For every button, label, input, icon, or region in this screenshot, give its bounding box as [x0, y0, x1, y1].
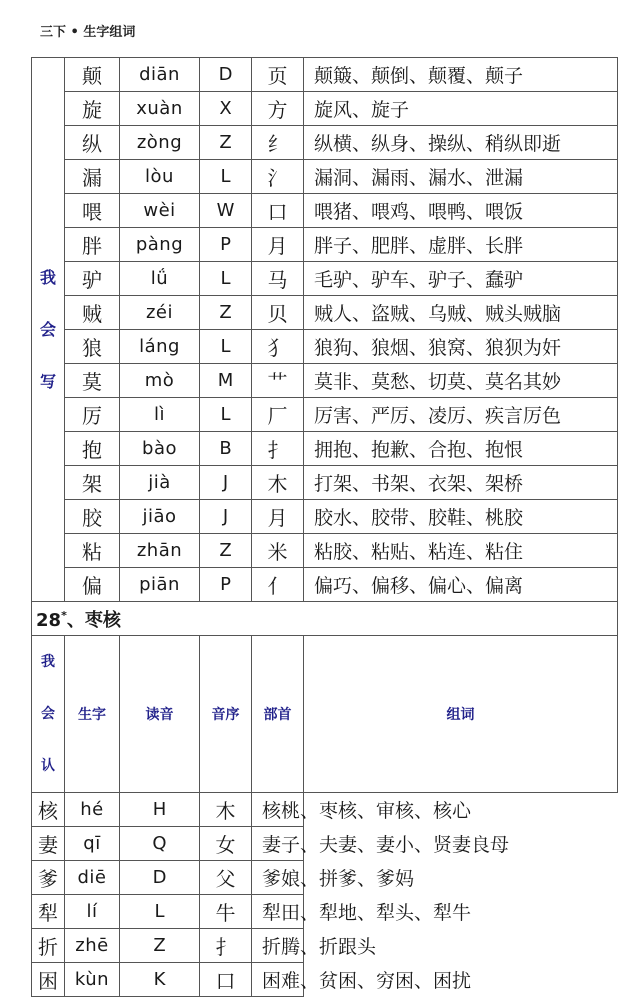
cell-letter: Q	[120, 827, 200, 861]
cell-radical: 扌	[252, 432, 304, 466]
cell-char: 莫	[65, 364, 120, 398]
cell-words: 困难、贫困、穷困、困扰	[252, 963, 304, 997]
cell-words: 贼人、盗贼、乌贼、贼头贼脑	[304, 296, 618, 330]
cell-pinyin: zòng	[120, 126, 200, 160]
cell-pinyin: lǘ	[120, 262, 200, 296]
cell-words: 毛驴、驴车、驴子、蠢驴	[304, 262, 618, 296]
cell-radical: 木	[252, 466, 304, 500]
cell-pinyin: mò	[120, 364, 200, 398]
cell-radical: 口	[200, 963, 252, 997]
cell-words: 爹娘、拼爹、爹妈	[252, 861, 304, 895]
cell-char: 犁	[32, 895, 65, 929]
cell-words: 颠簸、颠倒、颠覆、颠子	[304, 58, 618, 92]
cell-char: 胖	[65, 228, 120, 262]
cell-words: 胶水、胶带、胶鞋、桃胶	[304, 500, 618, 534]
cell-pinyin: zéi	[120, 296, 200, 330]
cell-radical: 贝	[252, 296, 304, 330]
cell-pinyin: pàng	[120, 228, 200, 262]
cell-radical: 月	[252, 500, 304, 534]
cell-pinyin: láng	[120, 330, 200, 364]
cell-char: 厉	[65, 398, 120, 432]
cell-words: 犁田、犁地、犁头、犁牛	[252, 895, 304, 929]
cell-letter: L	[200, 262, 252, 296]
cell-char: 胶	[65, 500, 120, 534]
cell-char: 困	[32, 963, 65, 997]
cell-radical: 父	[200, 861, 252, 895]
side-label-recognize: 我 会 认	[32, 636, 65, 793]
cell-letter: Z	[200, 296, 252, 330]
cell-char: 妻	[32, 827, 65, 861]
cell-char: 粘	[65, 534, 120, 568]
table-row	[32, 827, 618, 861]
cell-words: 喂猪、喂鸡、喂鸭、喂饭	[304, 194, 618, 228]
cell-letter: M	[200, 364, 252, 398]
cell-words: 打架、书架、衣架、架桥	[304, 466, 618, 500]
cell-radical: 月	[252, 228, 304, 262]
cell-pinyin: diē	[65, 861, 120, 895]
table-row	[32, 194, 618, 228]
cell-words: 偏巧、偏移、偏心、偏离	[304, 568, 618, 602]
cell-letter: D	[120, 861, 200, 895]
cell-letter: W	[200, 194, 252, 228]
cell-words: 漏洞、漏雨、漏水、泄漏	[304, 160, 618, 194]
table-row	[32, 466, 618, 500]
cell-pinyin: diān	[120, 58, 200, 92]
cell-pinyin: kùn	[65, 963, 120, 997]
cell-pinyin: zhān	[120, 534, 200, 568]
cell-words: 狼狗、狼烟、狼窝、狼狈为奸	[304, 330, 618, 364]
table-row	[32, 160, 618, 194]
cell-letter: B	[200, 432, 252, 466]
cell-char: 核	[32, 793, 65, 827]
cell-char: 贼	[65, 296, 120, 330]
lesson-title: 28*、枣核	[32, 602, 618, 636]
cell-char: 颠	[65, 58, 120, 92]
cell-letter: L	[200, 160, 252, 194]
page-header: 三下 • 生字组词	[40, 25, 136, 40]
cell-radical: 木	[200, 793, 252, 827]
cell-letter: J	[200, 466, 252, 500]
cell-pinyin: lí	[65, 895, 120, 929]
cell-char: 爹	[32, 861, 65, 895]
cell-letter: X	[200, 92, 252, 126]
cell-radical: 方	[252, 92, 304, 126]
cell-pinyin: jiāo	[120, 500, 200, 534]
cell-words: 核桃、枣核、审核、核心	[252, 793, 304, 827]
cell-char: 喂	[65, 194, 120, 228]
table-row	[32, 793, 618, 827]
cell-words: 厉害、严厉、凌厉、疾言厉色	[304, 398, 618, 432]
cell-radical: 犭	[252, 330, 304, 364]
table-row	[32, 398, 618, 432]
cell-pinyin: wèi	[120, 194, 200, 228]
cell-radical: 页	[252, 58, 304, 92]
col-header-char: 生字	[65, 636, 120, 793]
cell-char: 抱	[65, 432, 120, 466]
cell-pinyin: hé	[65, 793, 120, 827]
table-row	[32, 330, 618, 364]
cell-letter: L	[120, 895, 200, 929]
cell-letter: H	[120, 793, 200, 827]
table-row	[32, 963, 618, 997]
cell-words: 纵横、纵身、操纵、稍纵即逝	[304, 126, 618, 160]
table-row	[32, 364, 618, 398]
col-header-letter: 音序	[200, 636, 252, 793]
col-header-words: 组词	[304, 636, 618, 793]
cell-radical: 米	[252, 534, 304, 568]
cell-letter: L	[200, 330, 252, 364]
side-label-write: 我 会 写	[32, 58, 65, 602]
cell-pinyin: xuàn	[120, 92, 200, 126]
cell-words: 胖子、肥胖、虚胖、长胖	[304, 228, 618, 262]
cell-radical: 马	[252, 262, 304, 296]
cell-pinyin: qī	[65, 827, 120, 861]
cell-pinyin: lì	[120, 398, 200, 432]
cell-words: 折腾、折跟头	[252, 929, 304, 963]
cell-letter: K	[120, 963, 200, 997]
cell-radical: 牛	[200, 895, 252, 929]
cell-radical: 艹	[252, 364, 304, 398]
cell-letter: Z	[200, 534, 252, 568]
cell-words: 拥抱、抱歉、合抱、抱恨	[304, 432, 618, 466]
cell-words: 粘胶、粘贴、粘连、粘住	[304, 534, 618, 568]
cell-char: 折	[32, 929, 65, 963]
cell-pinyin: zhē	[65, 929, 120, 963]
cell-pinyin: bào	[120, 432, 200, 466]
cell-char: 纵	[65, 126, 120, 160]
vocab-table	[31, 57, 618, 997]
table-row	[32, 126, 618, 160]
cell-letter: P	[200, 228, 252, 262]
table-row	[32, 500, 618, 534]
cell-words: 旋风、旋子	[304, 92, 618, 126]
cell-radical: 亻	[252, 568, 304, 602]
cell-char: 架	[65, 466, 120, 500]
cell-char: 驴	[65, 262, 120, 296]
table-row	[32, 895, 618, 929]
table-row	[32, 296, 618, 330]
cell-letter: J	[200, 500, 252, 534]
cell-char: 偏	[65, 568, 120, 602]
cell-pinyin: jià	[120, 466, 200, 500]
table-row	[32, 568, 618, 602]
column-header-row	[32, 636, 618, 793]
cell-letter: D	[200, 58, 252, 92]
table-row	[32, 92, 618, 126]
cell-words: 妻子、夫妻、妻小、贤妻良母	[252, 827, 304, 861]
cell-pinyin: lòu	[120, 160, 200, 194]
cell-radical: 口	[252, 194, 304, 228]
lesson-title-row	[32, 602, 618, 636]
table-row	[32, 534, 618, 568]
cell-radical: 氵	[252, 160, 304, 194]
cell-letter: Z	[200, 126, 252, 160]
cell-words: 莫非、莫愁、切莫、莫名其妙	[304, 364, 618, 398]
cell-char: 漏	[65, 160, 120, 194]
cell-radical: 纟	[252, 126, 304, 160]
table-row	[32, 929, 618, 963]
cell-pinyin: piān	[120, 568, 200, 602]
table-row	[32, 228, 618, 262]
cell-radical: 扌	[200, 929, 252, 963]
cell-radical: 女	[200, 827, 252, 861]
cell-char: 旋	[65, 92, 120, 126]
table-row	[32, 262, 618, 296]
cell-letter: P	[200, 568, 252, 602]
table-row	[32, 432, 618, 466]
cell-char: 狼	[65, 330, 120, 364]
cell-letter: Z	[120, 929, 200, 963]
col-header-radical: 部首	[252, 636, 304, 793]
table-row	[32, 861, 618, 895]
table-row	[32, 58, 618, 92]
cell-letter: L	[200, 398, 252, 432]
cell-radical: 厂	[252, 398, 304, 432]
col-header-pinyin: 读音	[120, 636, 200, 793]
